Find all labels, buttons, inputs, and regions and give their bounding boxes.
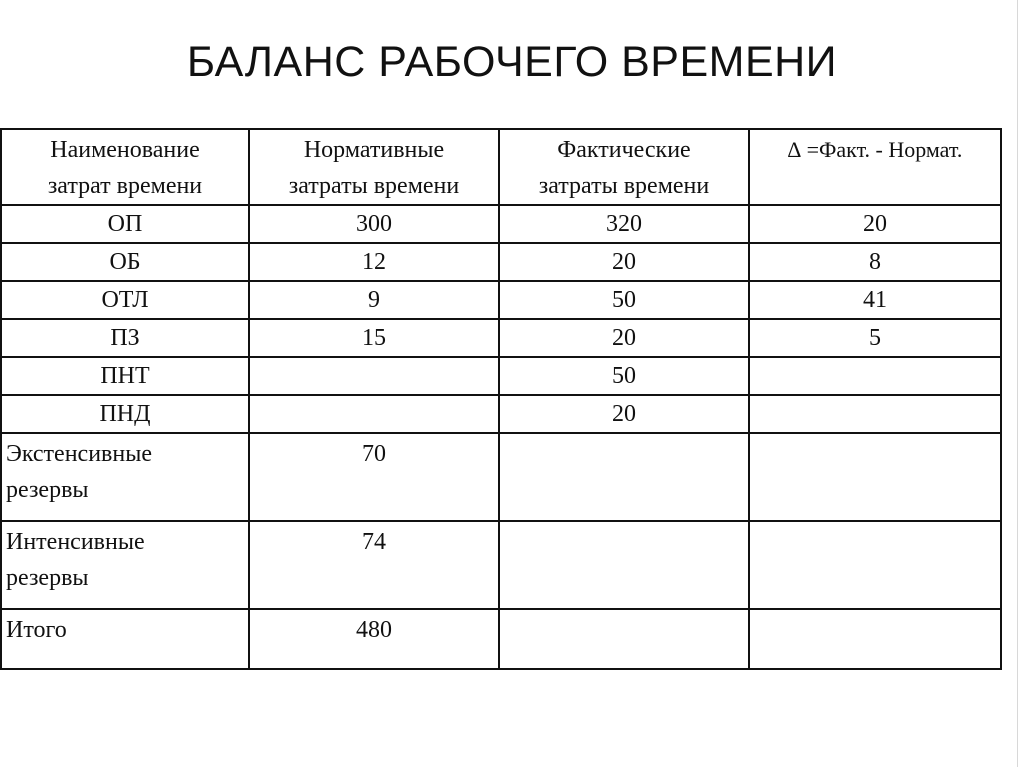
- table-row-total: [1, 609, 1001, 669]
- cell-delta: 8: [749, 243, 1001, 281]
- reserve-label-line2: резервы: [6, 565, 89, 591]
- header-fact-line2: затраты времени: [538, 173, 710, 199]
- cell-fact: [499, 521, 749, 609]
- cell-fact: 20: [499, 395, 749, 433]
- slide-title: БАЛАНС РАБОЧЕГО ВРЕМЕНИ: [186, 38, 838, 86]
- cell-delta: [749, 609, 1001, 669]
- cell-fact: 20: [499, 243, 749, 281]
- cell-name: [1, 521, 249, 609]
- cell-name: ПНД: [1, 395, 249, 433]
- cell-fact: 20: [499, 319, 749, 357]
- cell-name: ПЗ: [1, 319, 249, 357]
- header-cell-delta: [749, 129, 1001, 205]
- cell-norm: 9: [249, 281, 499, 319]
- header-name-line2: затрат времени: [47, 173, 203, 199]
- cell-norm: 70: [249, 433, 499, 521]
- table-row: [1, 205, 1001, 243]
- cell-name: ОП: [1, 205, 249, 243]
- table-row: [1, 243, 1001, 281]
- table-row: [1, 319, 1001, 357]
- cell-delta: 5: [749, 319, 1001, 357]
- cell-name: Итого: [1, 609, 249, 669]
- cell-delta: 20: [749, 205, 1001, 243]
- cell-norm: 300: [249, 205, 499, 243]
- reserve-label-line1: Экстенсивные: [6, 441, 152, 467]
- table-row: [1, 395, 1001, 433]
- header-fact-line1: Фактические: [557, 137, 691, 163]
- cell-name: [1, 433, 249, 521]
- cell-norm: 12: [249, 243, 499, 281]
- table-row: [1, 281, 1001, 319]
- table-row-extensive-reserves: [1, 433, 1001, 521]
- header-norm-line1: Нормативные: [303, 137, 445, 163]
- cell-delta: 41: [749, 281, 1001, 319]
- table-row-intensive-reserves: [1, 521, 1001, 609]
- cell-delta: [749, 395, 1001, 433]
- reserve-label-line2: резервы: [6, 477, 89, 503]
- cell-delta: [749, 433, 1001, 521]
- cell-fact: 50: [499, 357, 749, 395]
- cell-delta: [749, 521, 1001, 609]
- cell-norm: [249, 357, 499, 395]
- cell-norm: 15: [249, 319, 499, 357]
- cell-fact: 320: [499, 205, 749, 243]
- cell-delta: [749, 357, 1001, 395]
- header-cell-norm: [249, 129, 499, 205]
- reserve-label-line1: Интенсивные: [6, 529, 145, 555]
- cell-name: ОТЛ: [1, 281, 249, 319]
- work-time-balance-table: [0, 128, 1002, 670]
- header-delta-line1: ∆ =Факт. - Нормат.: [787, 137, 963, 162]
- cell-fact: [499, 433, 749, 521]
- cell-fact: [499, 609, 749, 669]
- cell-name: ПНТ: [1, 357, 249, 395]
- table-row: [1, 357, 1001, 395]
- header-cell-fact: [499, 129, 749, 205]
- cell-name: ОБ: [1, 243, 249, 281]
- header-name-line1: Наименование: [50, 137, 200, 163]
- cell-norm: 480: [249, 609, 499, 669]
- table-header-row: [1, 129, 1001, 205]
- slide-edge-divider: [1017, 0, 1018, 767]
- cell-norm: [249, 395, 499, 433]
- cell-norm: 74: [249, 521, 499, 609]
- header-norm-line2: затраты времени: [288, 173, 460, 199]
- header-cell-name: [1, 129, 249, 205]
- cell-fact: 50: [499, 281, 749, 319]
